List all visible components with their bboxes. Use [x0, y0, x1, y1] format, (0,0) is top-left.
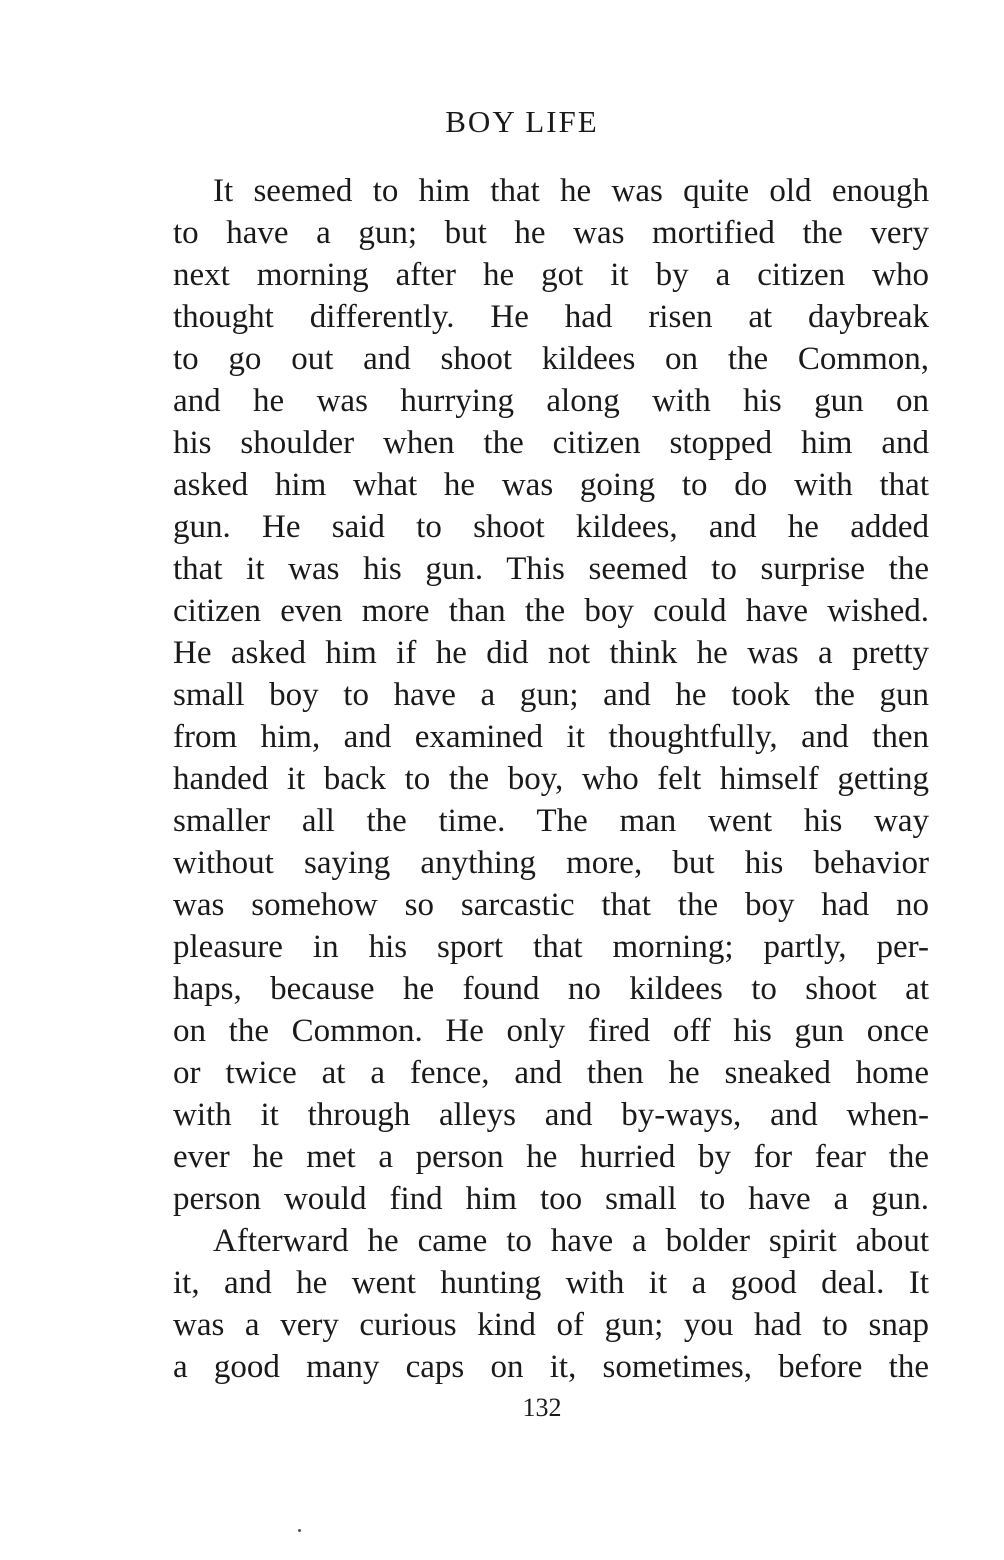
- text-line: It seemed to him that he was quite old enough: [213, 173, 929, 209]
- text-line: handed it back to the boy, who felt himself getting: [173, 761, 929, 797]
- text-line: citizen even more than the boy could have wished.: [173, 593, 929, 629]
- text-line: thought differently. He had risen at daybreak: [173, 299, 929, 335]
- page-number: 132: [522, 1393, 562, 1422]
- text-line: gun. He said to shoot kildees, and he added: [173, 509, 929, 545]
- text-line: was a very curious kind of gun; you had to snap: [173, 1307, 929, 1343]
- text-line: that it was his gun. This seemed to surprise the: [173, 551, 929, 587]
- text-line: to have a gun; but he was mortified the very: [173, 215, 929, 251]
- text-line: pleasure in his sport that morning; partly, per-: [173, 929, 929, 965]
- text-line: it, and he went hunting with it a good deal. It: [173, 1265, 929, 1301]
- text-line: or twice at a fence, and then he sneaked home: [173, 1055, 929, 1091]
- text-line: asked him what he was going to do with that: [173, 467, 929, 503]
- text-line: small boy to have a gun; and he took the gun: [173, 677, 929, 713]
- text-line: ever he met a person he hurried by for fear the: [173, 1139, 929, 1175]
- text-line: from him, and examined it thoughtfully, and then: [173, 719, 929, 755]
- text-line: with it through alleys and by-ways, and when-: [173, 1097, 929, 1133]
- text-line: haps, because he found no kildees to shoot at: [173, 971, 929, 1007]
- text-line: on the Common. He only fired off his gun once: [173, 1013, 929, 1049]
- running-head: BOY LIFE: [445, 104, 599, 139]
- text-line: was somehow so sarcastic that the boy had no: [173, 887, 929, 923]
- text-line: his shoulder when the citizen stopped him and: [173, 425, 929, 461]
- body-text: [173, 170, 929, 1388]
- text-line: next morning after he got it by a citizen who: [173, 257, 929, 293]
- text-line: He asked him if he did not think he was a pretty: [173, 635, 929, 671]
- text-line: smaller all the time. The man went his way: [173, 803, 929, 839]
- text-line: and he was hurrying along with his gun on: [173, 383, 929, 419]
- text-line: without saying anything more, but his behavior: [173, 845, 929, 881]
- text-line: Afterward he came to have a bolder spirit about: [213, 1223, 929, 1259]
- text-line: to go out and shoot kildees on the Common,: [173, 341, 929, 377]
- text-line: person would find him too small to have a gun.: [173, 1181, 929, 1217]
- print-speck: [298, 1529, 301, 1532]
- text-line: a good many caps on it, sometimes, before the: [173, 1349, 929, 1385]
